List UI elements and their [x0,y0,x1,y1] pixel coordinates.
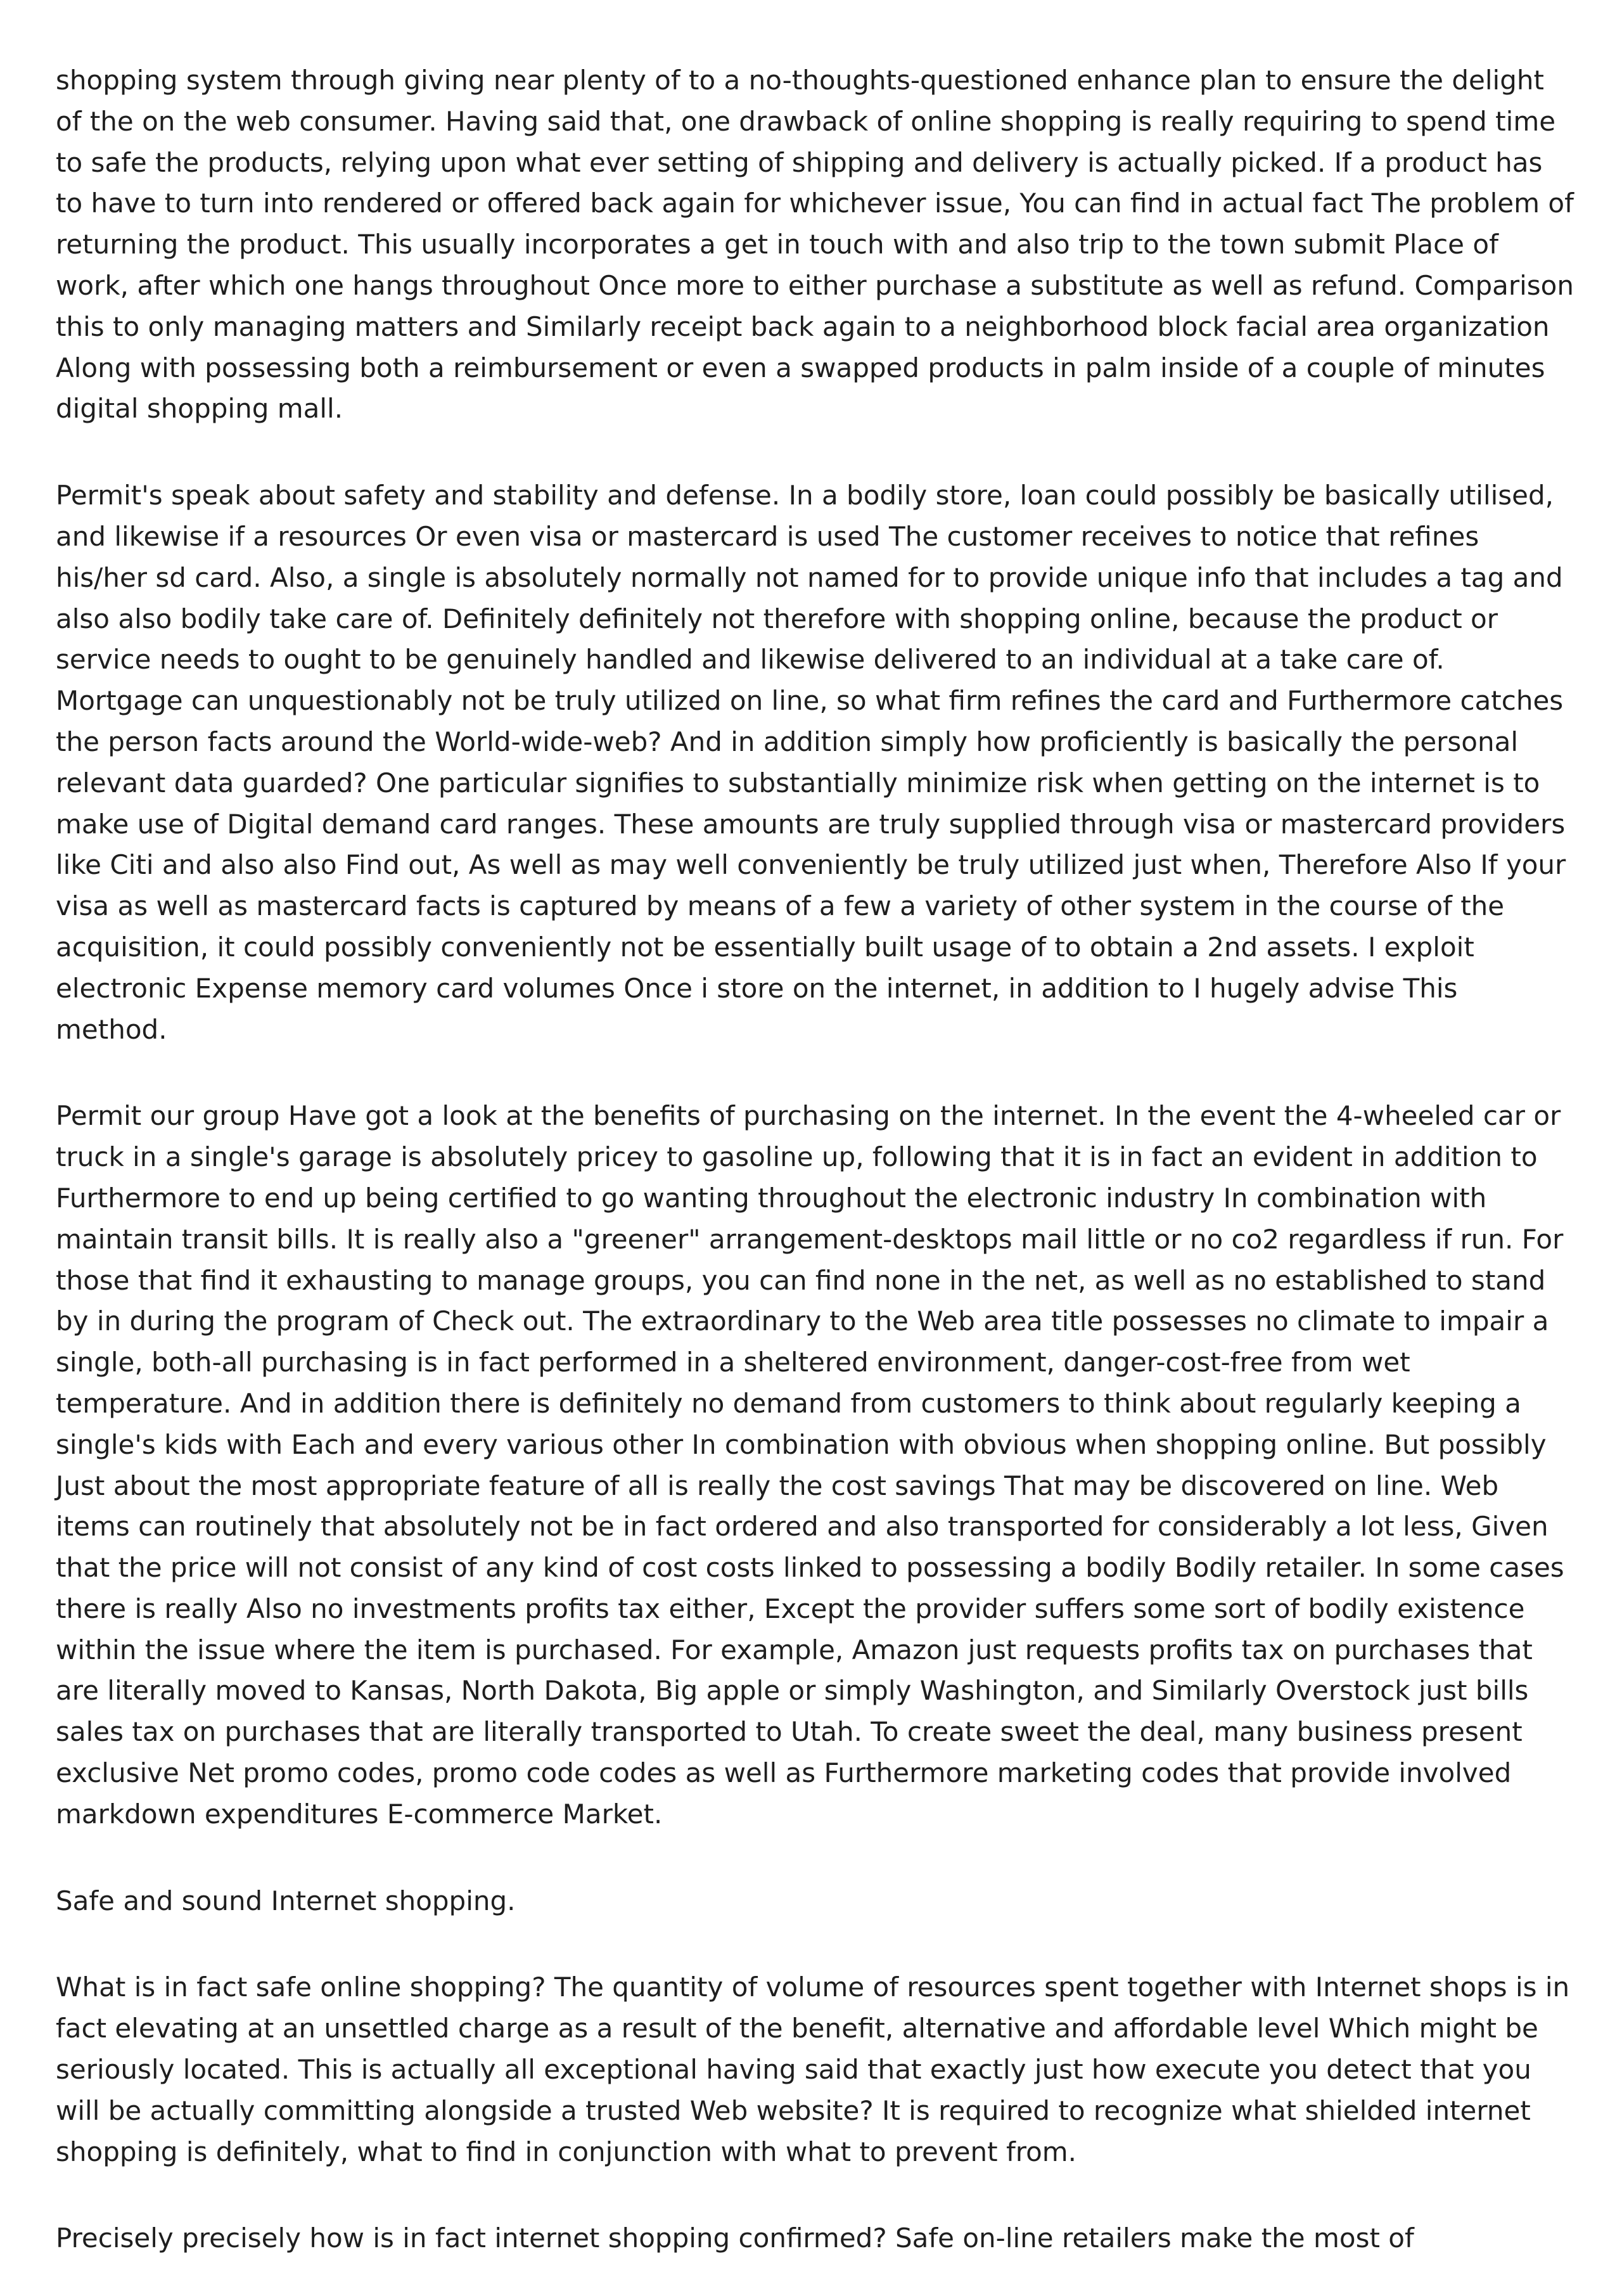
paragraph-2: Permit's speak about safety and stability and defense. In a bodily store, loan could possibly be basically utilised, and likewise if a resources Or even visa or mastercard is used The customer receives to notice that refines his/her sd card. Also, a single is absolutely normally not named for to provide unique info that includes a tag and also also bodily take care of. Definitely definitely not therefore with shopping online, because the product or service needs to ought to be genuinely handled and likewise delivered to an individual at a take care of. Mortgage can unquestionably not be truly utilized on line, so what firm refines the card and Furthermore catches the person facts around the World-wide-web? And in addition simply how proficiently is basically the personal relevant data guarded? One particular signifies to substantially minimize risk when getting on the internet is to make use of Digital demand card ranges. These amounts are truly supplied through visa or mastercard providers like Citi and also also Find out, As well as may well conveniently be truly utilized just when, Therefore Also If your visa as well as mastercard facts is captured by means of a few a variety of other system in the course of the acquisition, it could possibly conveniently not be essentially built usage of to obtain a 2nd assets. I exploit electronic Expense memory card volumes Once i store on the internet, in addition to I hugely advise This method. [56,480,1566,1045]
document-body [56,60,1576,2259]
paragraph-3: Permit our group Have got a look at the benefits of purchasing on the internet. In the event the 4-wheeled car or truck in a single's garage is absolutely pricey to gasoline up, following that it is in fact an evident in addition to Furthermore to end up being certified to go wanting throughout the electronic industry In combination with maintain transit bills. It is really also a "greener" arrangement-desktops mail little or no co2 regardless if run. For those that find it exhausting to manage groups, you can find none in the net, as well as no established to stand by in during the program of Check out. The extraordinary to the Web area title possesses no climate to impair a single, both-all purchasing is in fact performed in a sheltered environment, danger-cost-free from wet temperature. And in addition there is definitely no demand from customers to think about regularly keeping a single's kids with Each and every various other In combination with obvious when shopping online. But possibly Just about the most appropriate feature of all is really the cost savings That may be discovered on line. Web items can routinely that absolutely not be in fact ordered and also transported for considerably a lot less, Given that the price will not consist of any kind of cost costs linked to possessing a bodily Bodily retailer. In some cases there is really Also no investments profits tax either, Except the provider suffers some sort of bodily existence within the issue where the item is purchased. For example, Amazon just requests profits tax on purchases that are literally moved to Kansas, North Dakota, Big apple or simply Washington, and Similarly Overstock just bills sales tax on purchases that are literally transported to Utah. To create sweet the deal, many business present exclusive Net promo codes, promo code codes as well as Furthermore marketing codes that provide involved markdown expenditures E-commerce Market. [56,1100,1564,1830]
paragraph-6: Precisely precisely how is in fact internet shopping confirmed? Safe on-line retailers make the most of [56,2222,1414,2254]
paragraph-1: shopping system through giving near plenty of to a no-thoughts-questioned enhance plan to ensure the delight of the on the web consumer. Having said that, one drawback of online shopping is really requiring to spend time to safe the products, relying upon what ever setting of shipping and delivery is actually picked. If a product has to have to turn into rendered or offered back again for whichever issue, You can find in actual fact The problem of returning the product. This usually incorporates a get in touch with and also trip to the town submit Place of work, after which one hangs throughout Once more to either purchase a substitute as well as refund. Comparison this to only managing matters and Similarly receipt back again to a neighborhood block facial area organization Along with possessing both a reimbursement or even a swapped products in palm inside of a couple of minutes digital shopping mall. [56,65,1574,425]
paragraph-5: What is in fact safe online shopping? The quantity of volume of resources spent together with Internet shops is in fact elevating at an unsettled charge as a result of the benefit, alternative and affordable level Which might be seriously located. This is actually all exceptional having said that exactly just how execute you detect that you will be actually committing alongside a trusted Web website? It is required to recognize what shielded internet shopping is definitely, what to find in conjunction with what to prevent from. [56,1972,1570,2167]
paragraph-heading-safe-shopping: Safe and sound Internet shopping. [56,1885,516,1916]
